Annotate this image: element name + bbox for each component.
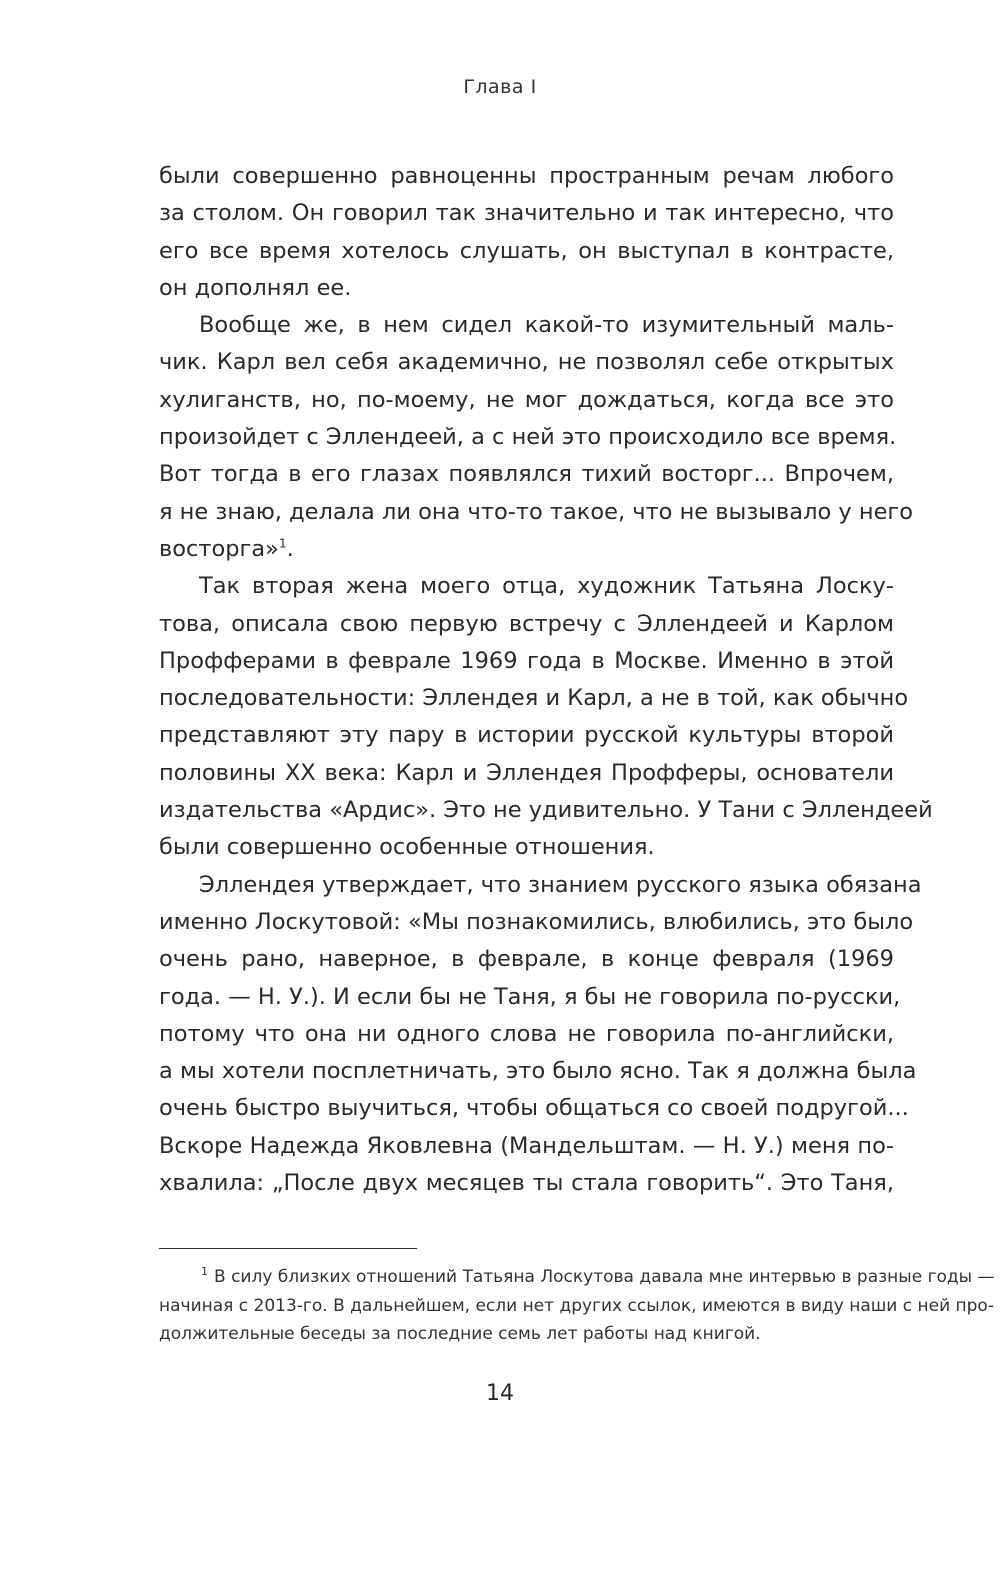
text-line: за столом. Он говорил так значительно и так интересно, что: [159, 200, 894, 227]
text-line: половины XX века: Карл и Эллендея Профферы, основатели: [159, 759, 894, 786]
text-line: хулиганств, но, по-моему, не мог дождаться, когда все это: [159, 386, 894, 413]
text-line: [159, 531, 894, 568]
text-line: года. — Н. У.). И если бы не Таня, я бы не говорила по-русски,: [159, 983, 901, 1010]
text-line: а мы хотели посплетничать, это было ясно. Так я должна была: [159, 1058, 917, 1085]
footnote: [159, 1263, 995, 1349]
paragraph-4: [159, 867, 922, 1203]
text-line: были совершенно особенные отношения.: [159, 834, 655, 861]
text-line: я не знаю, делала ли она что-то такое, что не вызывало у него: [159, 498, 914, 525]
text-line: това, описала свою первую встречу с Эллендеей и Карлом: [159, 610, 894, 637]
footnote-line: должительные беседы за последние семь лет работы над книгой.: [159, 1324, 761, 1344]
footnote-text: В силу близких отношений Татьяна Лоскутова давала мне интервью в разные годы —: [214, 1267, 995, 1287]
text-line: последовательности: Эллендея и Карл, а не в той, как обычно: [159, 685, 909, 712]
text-line: хвалила: „После двух месяцев ты стала говорить“. Это Таня,: [159, 1170, 894, 1197]
text-line: он дополнял ее.: [159, 274, 352, 301]
paragraph-1: [159, 158, 894, 307]
text-line: потому что она ни одного слова не говорила по-английски,: [159, 1020, 894, 1047]
page-number: 14: [486, 1381, 514, 1406]
running-head: Глава I: [463, 76, 537, 98]
paragraph-2: [159, 307, 914, 568]
text-line: очень быстро выучиться, чтобы общаться со своей подругой...: [159, 1095, 909, 1122]
text-line: его все время хотелось слушать, он выступал в контрасте,: [159, 237, 894, 264]
paragraph-3: [159, 568, 933, 866]
text-line: чик. Карл вел себя академично, не позволял себе открытых: [159, 349, 894, 376]
text-line: Вообще же, в нем сидел какой-то изумительный маль-: [199, 312, 894, 339]
text-line: были совершенно равноценны пространным речам любого: [159, 163, 894, 189]
text-line: Так вторая жена моего отца, художник Татьяна Лоску-: [199, 573, 894, 600]
text-fragment: восторга»: [159, 535, 279, 562]
text-line: Вскоре Надежда Яковлевна (Мандельштам. — Н. У.) меня по-: [159, 1132, 894, 1159]
main-text: [159, 158, 933, 1202]
footnote-reference[interactable]: 1: [278, 536, 287, 551]
text-line: Эллендея утверждает, что знанием русского языка обязана: [199, 871, 922, 898]
text-line: представляют эту пару в истории русской культуры второй: [159, 722, 894, 749]
footnote-line: начиная с 2013-го. В дальнейшем, если нет других ссылок, имеются в виду наши с ней про-: [159, 1295, 994, 1316]
footnote-line: [159, 1263, 995, 1292]
text-line: произойдет с Эллендеей, а с ней это происходило все время.: [159, 424, 897, 451]
footnote-marker: 1: [201, 1265, 208, 1279]
text-line: именно Лоскутовой: «Мы познакомились, влюбились, это было: [159, 908, 914, 935]
text-line: Профферами в феврале 1969 года в Москве. Именно в этой: [159, 647, 894, 674]
footnote-divider: [159, 1248, 417, 1249]
text-fragment: .: [286, 535, 294, 562]
text-line: Вот тогда в его глазах появлялся тихий восторг... Впрочем,: [159, 461, 894, 488]
text-line: очень рано, наверное, в феврале, в конце февраля (1969: [159, 946, 894, 973]
text-line: издательства «Ардис». Это не удивительно. У Тани с Эллендеей: [159, 797, 933, 824]
